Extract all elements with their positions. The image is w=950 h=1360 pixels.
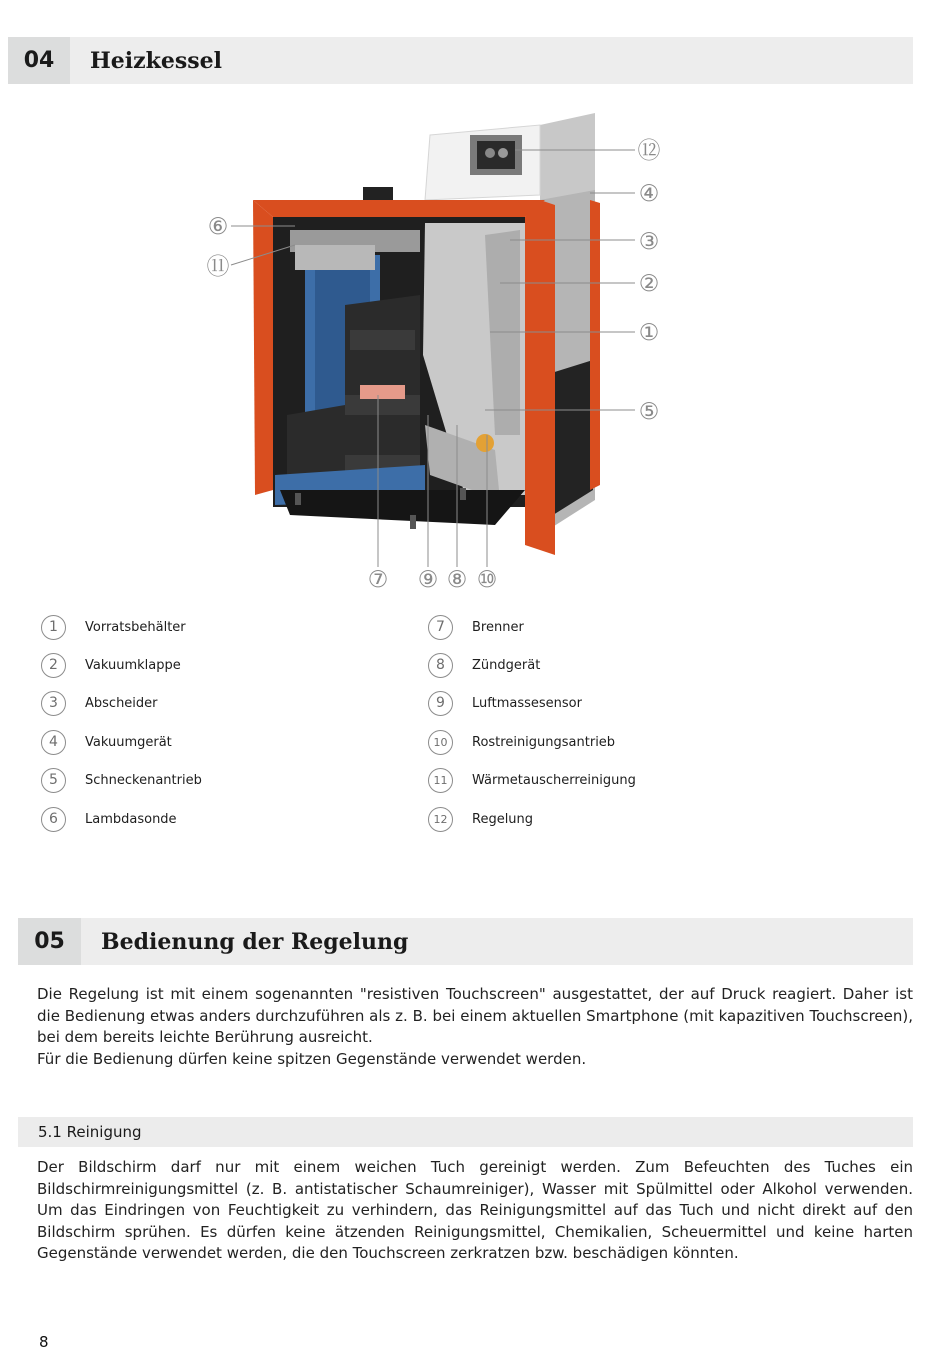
callout-7: ⑦ — [367, 567, 389, 593]
legend-label: Schneckenantrieb — [85, 772, 202, 788]
section-header-04 — [8, 37, 913, 84]
callout-10: ⑩ — [476, 567, 498, 593]
legend-number: 6 — [41, 807, 66, 832]
legend-label: Rostreinigungsantrieb — [472, 734, 616, 750]
legend-item — [428, 805, 533, 833]
callout-8: ⑧ — [446, 567, 468, 593]
legend-number: 7 — [428, 615, 453, 640]
legend-number: 4 — [41, 730, 66, 755]
legend-label: Vorratsbehälter — [85, 619, 186, 635]
legend-label: Luftmassesensor — [472, 695, 582, 711]
paragraph: Die Regelung ist mit einem sogenannten "resistiven Touchscreen" ausgestattet, der auf Druck reagiert. Daher ist die Bedienung etwas anders durchzuführen als z. B. bei einem aktuellen Smartphone (mit kapazitiven Touchscreen), bei dem bereits leichte Berührung ausreicht. — [37, 985, 913, 1046]
legend-label: Brenner — [472, 619, 524, 635]
legend-label: Lambdasonde — [85, 811, 177, 827]
legend-item — [41, 613, 186, 641]
callout-6: ⑥ — [207, 214, 229, 240]
legend-number: 12 — [428, 807, 453, 832]
callout-2: ② — [638, 271, 660, 297]
legend-item — [428, 728, 615, 756]
intro-text — [37, 984, 913, 1070]
callout-5: ⑤ — [638, 399, 660, 425]
legend-number: 2 — [41, 653, 66, 678]
legend-item — [428, 613, 524, 641]
paragraph: Der Bildschirm darf nur mit einem weichen Tuch gereinigt werden. Zum Befeuchten des Tuches ein Bildschirmreinigungsmittel (z. B. antistatischer Schaumreiniger), Wasser mit Spülmittel oder Alkohol verwenden. Um das Eindringen von Feuchtigkeit zu verhindern, das Reinigungsmittel auf das Tuch und nicht direkt auf den Bildschirm sprühen. Es dürfen keine ätzenden Reinigungsmittel, Chemikalien, Scheuermittel und keine harten Gegenstände verwendet werden, die den Touchscreen zerkratzen bzw. beschädigen könnten. — [37, 1158, 913, 1262]
legend-item — [41, 766, 202, 794]
legend-label: Wärmetauscherreinigung — [472, 772, 636, 788]
callout-9: ⑨ — [417, 567, 439, 593]
callout-12: ⑫ — [637, 138, 661, 164]
legend-number: 1 — [41, 615, 66, 640]
legend-item — [41, 651, 181, 679]
legend-label: Regelung — [472, 811, 534, 827]
boiler-cutaway-illustration — [195, 105, 675, 595]
section-title: Heizkessel — [70, 37, 913, 84]
legend-item — [428, 689, 582, 717]
legend-item — [428, 766, 636, 794]
section-number: 05 — [18, 918, 81, 965]
callout-1: ① — [638, 320, 660, 346]
legend-label: Vakuumklappe — [85, 657, 181, 673]
cleaning-text — [37, 1157, 913, 1265]
legend-number: 8 — [428, 653, 453, 678]
section-title: Bedienung der Regelung — [81, 918, 913, 965]
legend-label: Zündgerät — [472, 657, 541, 673]
page-number: 8 — [39, 1333, 49, 1351]
legend-item — [41, 805, 177, 833]
legend-number: 10 — [428, 730, 453, 755]
legend-number: 9 — [428, 691, 453, 716]
legend-item — [41, 728, 172, 756]
legend-item — [428, 651, 540, 679]
legend-number: 11 — [428, 768, 453, 793]
callout-11: ⑪ — [206, 254, 230, 280]
legend-number: 5 — [41, 768, 66, 793]
legend-item — [41, 689, 158, 717]
section-header-05 — [18, 918, 913, 965]
paragraph: Für die Bedienung dürfen keine spitzen Gegenstände verwendet werden. — [37, 1049, 587, 1068]
legend-label: Vakuumgerät — [85, 734, 172, 750]
callout-4: ④ — [638, 181, 660, 207]
legend-number: 3 — [41, 691, 66, 716]
section-number: 04 — [8, 37, 70, 84]
legend-label: Abscheider — [85, 695, 158, 711]
callout-3: ③ — [638, 229, 660, 255]
subsection-header: 5.1 Reinigung — [18, 1117, 913, 1147]
